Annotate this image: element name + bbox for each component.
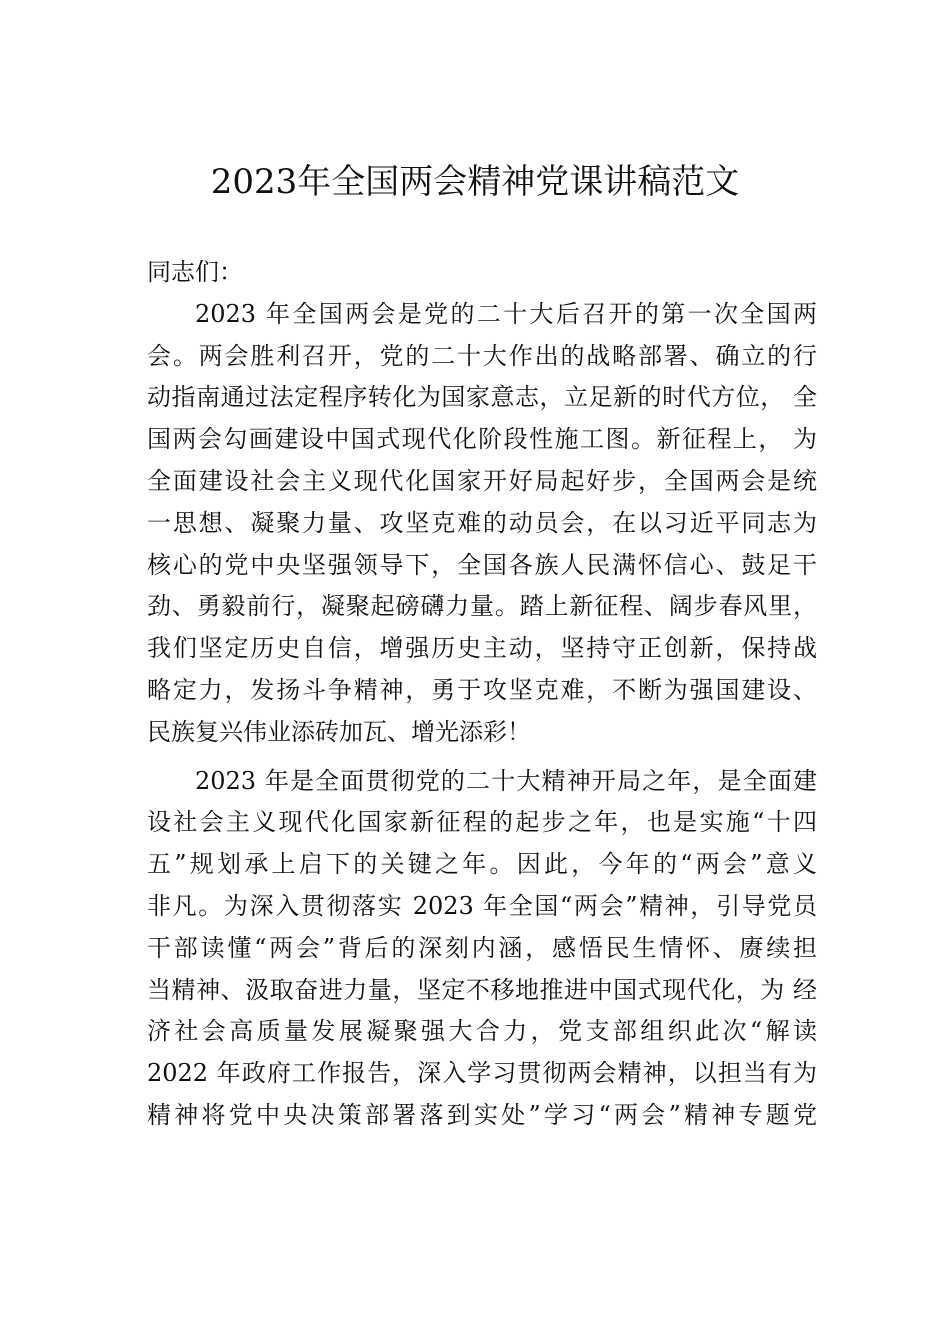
text-line: 五”规划承上启下的关键之年。因此，今年的“两会”意义 [147, 850, 817, 879]
text-line: 核心的党中央坚强领导下，全国各族人民满怀信心、鼓足干 [147, 550, 817, 579]
text-line: 当精神、汲取奋进力量，坚定不移地推进中国式现代化，为 经 [147, 975, 817, 1004]
paragraph-gap [147, 754, 817, 761]
text-line: 非凡。为深入贯彻落实 2023 年全国“两会”精神，引导党员 [147, 891, 817, 920]
text-line: 民族复兴伟业添砖加瓦、增光添彩！ [147, 717, 531, 746]
text-line: 劲、勇毅前行，凝聚起磅礴力量。踏上新征程、阔步春风里， [147, 592, 817, 621]
text-line: 动指南通过法定程序转化为国家意志，立足新的时代方位， 全 [147, 383, 817, 412]
text-line: 会。两会胜利召开，党的二十大作出的战略部署、确立的行 [147, 341, 817, 370]
text-line: 精神将党中央决策部署落到实处”学习“两会”精神专题党 [147, 1100, 817, 1129]
document-title: 2023年全国两会精神党课讲稿范文 [210, 162, 740, 202]
text-line: 一思想、凝聚力量、攻坚克难的动员会，在以习近平同志为 [147, 508, 817, 537]
text-line: 我们坚定历史自信，增强历史主动，坚持守正创新，保持战 [147, 634, 817, 663]
text-line: 全面建设社会主义现代化国家开好局起好步，全国两会是统 [147, 466, 817, 495]
text-line: 2023 年全国两会是党的二十大后召开的第一次全国两 [195, 299, 817, 328]
text-line: 国两会勾画建设中国式现代化阶段性施工图。新征程上， 为 [147, 425, 817, 454]
text-line: 略定力，发扬斗争精神，勇于攻坚克难，不断为强国建设、 [147, 675, 817, 704]
text-line: 干部读懂“两会”背后的深刻内涵，感悟民生情怀、赓续担 [147, 933, 817, 962]
text-line: 济社会高质量发展凝聚强大合力，党支部组织此次“解读 [147, 1017, 817, 1046]
document-body [147, 252, 817, 1137]
paragraph-2 [147, 761, 817, 1137]
text-line: 2023 年是全面贯彻党的二十大精神开局之年，是全面建 [195, 766, 817, 795]
salutation-text: 同志们： [147, 258, 243, 286]
text-line: 设社会主义现代化国家新征程的起步之年，也是实施“十四 [147, 808, 817, 837]
paragraph-1 [147, 294, 817, 754]
text-line: 2022 年政府工作报告，深入学习贯彻两会精神，以担当有为 [147, 1059, 817, 1088]
salutation [147, 252, 817, 294]
